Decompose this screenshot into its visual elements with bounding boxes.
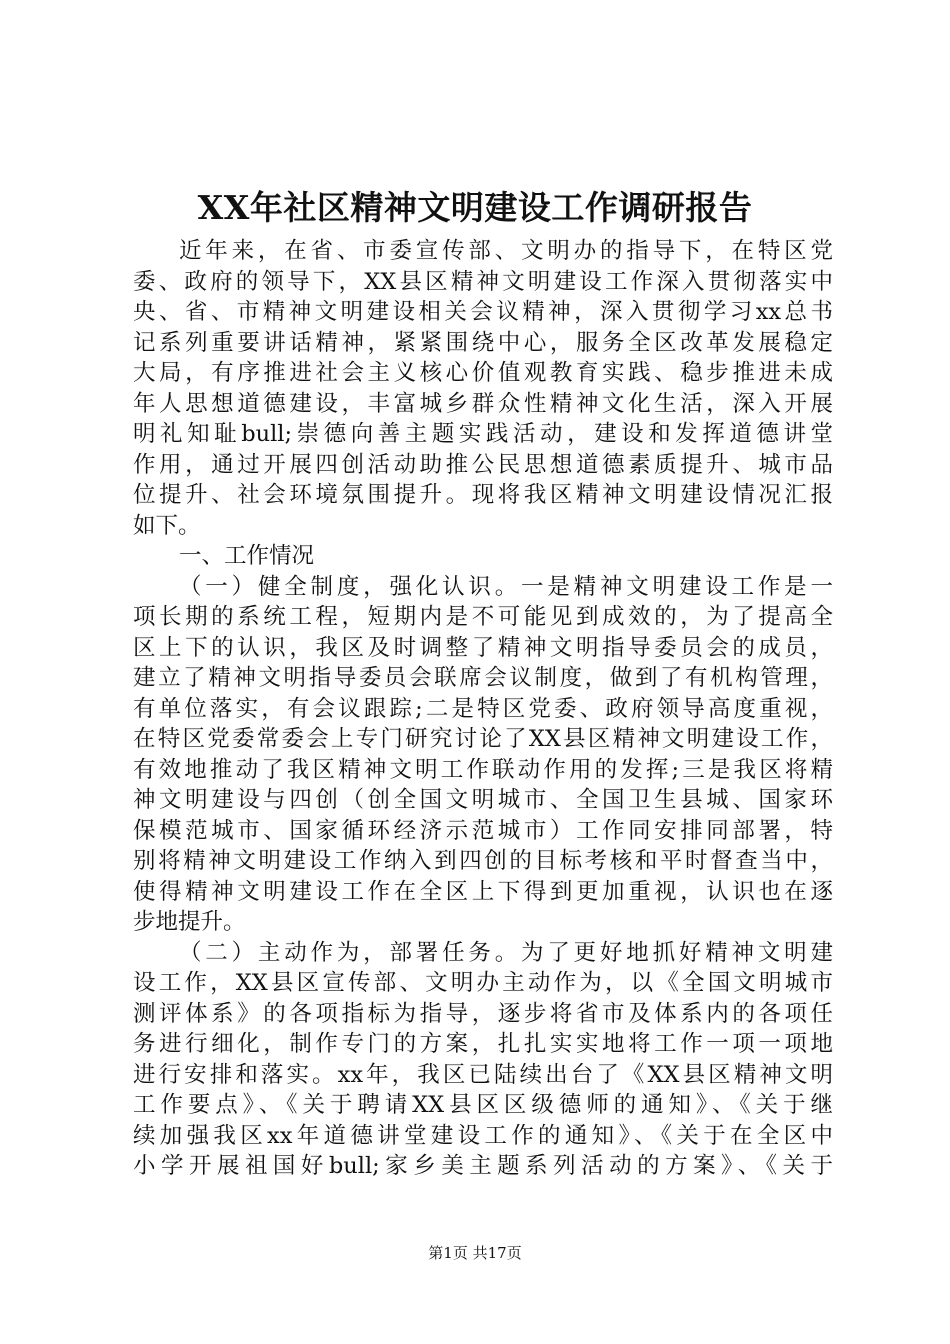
body-line: 务进行细化，制作专门的方案，扎扎实实地将工作一项一项地 xyxy=(133,1031,833,1057)
body-line: 使得精神文明建设工作在全区上下得到更加重视，认识也在逐 xyxy=(133,878,833,905)
body-line: 近年来，在省、市委宣传部、文明办的指导下，在特区党 xyxy=(179,238,833,264)
body-line: 小学开展祖国好bull;家乡美主题系列活动的方案》、《关于 xyxy=(133,1153,833,1179)
body-line: 别将精神文明建设工作纳入到四创的目标考核和平时督查当中， xyxy=(133,848,833,874)
document-title: XX年社区精神文明建设工作调研报告 xyxy=(197,188,753,227)
body-line: 年人思想道德建设，丰富城乡群众性精神文化生活，深入开展 xyxy=(133,390,833,417)
page-footer: 第1页 共17页 xyxy=(428,1244,522,1262)
body-line: 大局，有序推进社会主义核心价值观教育实践、稳步推进未成 xyxy=(133,360,833,386)
body-line: 区上下的认识，我区及时调整了精神文明指导委员会的成员， xyxy=(133,634,833,661)
body-line: 有单位落实，有会议跟踪;二是特区党委、政府领导高度重视， xyxy=(133,695,833,722)
body-line: 测评体系》的各项指标为指导，逐步将省市及体系内的各项任 xyxy=(133,1000,833,1027)
body-line: 有效地推动了我区精神文明工作联动作用的发挥;三是我区将精 xyxy=(133,756,833,783)
body-line: 建立了精神文明指导委员会联席会议制度，做到了有机构管理， xyxy=(133,665,833,691)
body-line: 在特区党委常委会上专门研究讨论了XX县区精神文明建设工作， xyxy=(133,726,833,752)
body-line: 神文明建设与四创（创全国文明城市、全国卫生县城、国家环 xyxy=(133,787,833,813)
body-line: 央、省、市精神文明建设相关会议精神，深入贯彻学习xx总书 xyxy=(133,299,833,325)
body-line: 设工作，XX县区宣传部、文明办主动作为，以《全国文明城市 xyxy=(133,970,833,996)
body-line: 位提升、社会环境氛围提升。现将我区精神文明建设情况汇报 xyxy=(133,482,833,508)
body-line: 委、政府的领导下，XX县区精神文明建设工作深入贯彻落实中 xyxy=(133,268,833,295)
body-line: 进行安排和落实。xx年，我区已陆续出台了《XX县区精神文明 xyxy=(133,1061,833,1088)
body-line: 步地提升。 xyxy=(133,909,246,935)
body-line: （一）健全制度，强化认识。一是精神文明建设工作是一 xyxy=(179,573,833,600)
body-line: 项长期的系统工程，短期内是不可能见到成效的，为了提高全 xyxy=(133,604,833,630)
body-line: 记系列重要讲话精神，紧紧围绕中心，服务全区改革发展稳定 xyxy=(133,329,833,356)
body-line: 续加强我区xx年道德讲堂建设工作的通知》、《关于在全区中 xyxy=(133,1122,833,1149)
body-line: 工作要点》、《关于聘请XX县区区级德师的通知》、《关于继 xyxy=(133,1092,833,1118)
body-line: 作用，通过开展四创活动助推公民思想道德素质提升、城市品 xyxy=(133,451,833,478)
body-line: 保模范城市、国家循环经济示范城市）工作同安排同部署，特 xyxy=(133,817,833,844)
body-line: （二）主动作为，部署任务。为了更好地抓好精神文明建 xyxy=(179,939,833,966)
body-line: 如下。 xyxy=(133,512,201,539)
body-line: 明礼知耻bull;崇德向善主题实践活动，建设和发挥道德讲堂 xyxy=(133,421,833,447)
document-body xyxy=(133,236,833,1182)
body-line: 一、工作情况 xyxy=(179,543,315,569)
